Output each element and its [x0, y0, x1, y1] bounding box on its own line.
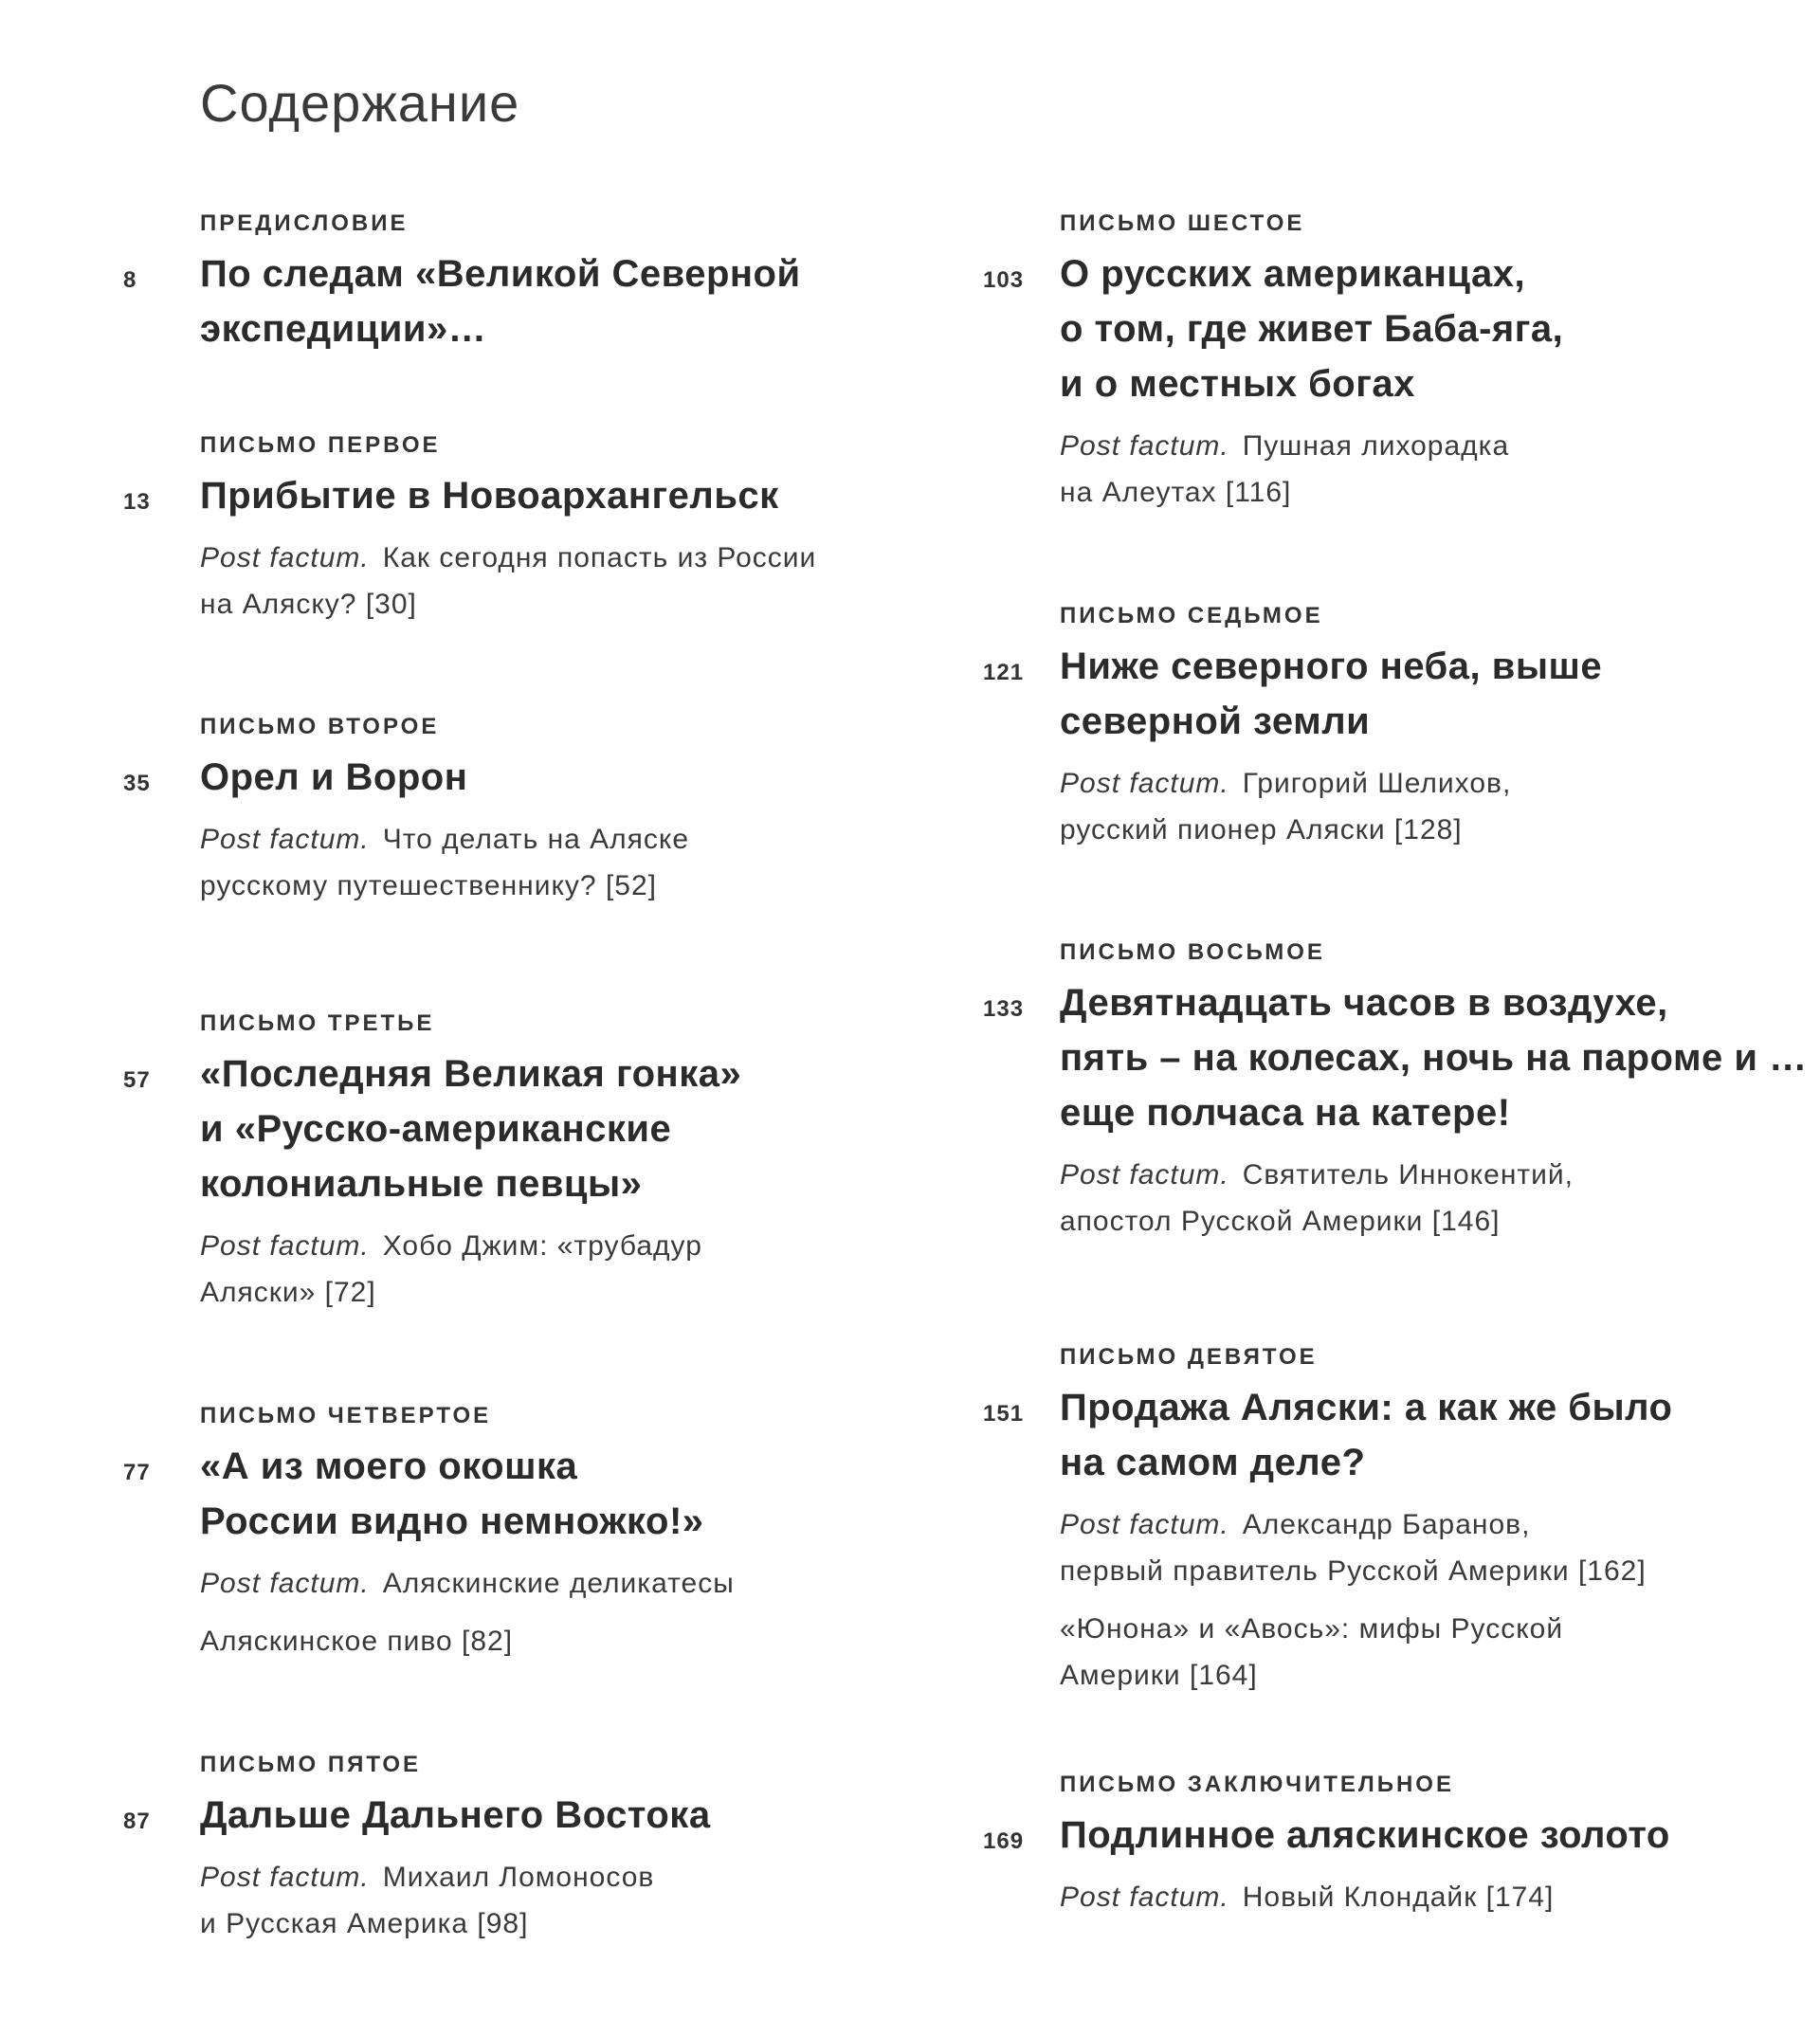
- post-factum-text: «Юнона» и «Авось»: мифы Русской: [1060, 1613, 1564, 1645]
- post-factum-line: [1060, 760, 1511, 807]
- post-factum-line: [1060, 469, 1291, 516]
- chapter-title: Продажа Аляски: а как же было на самом деле?: [1060, 1387, 1673, 1483]
- post-factum-label: Post factum.: [1060, 430, 1229, 462]
- post-factum-line: [1060, 1874, 1554, 1920]
- chapter-title: Ниже северного неба, выше северной земли: [1060, 645, 1603, 742]
- chapter-page-number: 121: [983, 660, 1025, 685]
- post-factum-text: Михаил Ломоносов: [382, 1862, 655, 1893]
- post-factum-line: [1060, 1198, 1501, 1245]
- post-factum-line: [200, 816, 689, 863]
- chapter-title: Дальше Дальнего Востока: [200, 1794, 711, 1836]
- post-factum-text: Америки [164]: [1060, 1660, 1258, 1691]
- post-factum-line: [200, 581, 417, 627]
- chapter-page-number: 13: [123, 489, 151, 515]
- post-factum-label: Post factum.: [1060, 1882, 1229, 1913]
- post-factum-text: Как сегодня попасть из России: [382, 542, 817, 573]
- post-factum-text: и Русская Америка [98]: [200, 1908, 529, 1939]
- chapter-label: ПИСЬМО СЕДЬМОЕ: [1060, 603, 1323, 628]
- post-factum-line: [1060, 1606, 1563, 1652]
- chapter-page-number: 57: [123, 1067, 151, 1093]
- post-factum-label: Post factum.: [200, 1230, 370, 1262]
- chapter-page-number: 133: [983, 996, 1025, 1022]
- post-factum-text: на Аляску? [30]: [200, 589, 417, 620]
- chapter-label: ПРЕДИСЛОВИЕ: [200, 210, 409, 236]
- chapter-label: ПИСЬМО ПЯТОЕ: [200, 1752, 422, 1777]
- post-factum-text: русскому путешественнику? [52]: [200, 870, 657, 901]
- post-factum-label: Post factum.: [1060, 1159, 1229, 1191]
- chapter-title: Орел и Ворон: [200, 756, 468, 798]
- post-factum-text: Аляскинское пиво [82]: [200, 1626, 514, 1657]
- chapter-label: ПИСЬМО ЗАКЛЮЧИТЕЛЬНОЕ: [1060, 1772, 1454, 1797]
- post-factum-text: Святитель Иннокентий,: [1242, 1159, 1574, 1191]
- post-factum-line: [200, 1223, 702, 1269]
- post-factum-text: первый правитель Русской Америки [162]: [1060, 1555, 1647, 1587]
- chapter-page-number: 87: [123, 1809, 151, 1834]
- post-factum-line: [200, 1618, 513, 1664]
- post-factum-text: Аляски» [72]: [200, 1277, 376, 1308]
- post-factum-line: [200, 1900, 528, 1947]
- post-factum-text: Александр Баранов,: [1242, 1509, 1531, 1540]
- post-factum-label: Post factum.: [200, 824, 370, 855]
- post-factum-text: Хобо Джим: «трубадур: [382, 1230, 702, 1262]
- chapter-page-number: 151: [983, 1401, 1025, 1427]
- post-factum-line: [1060, 423, 1509, 469]
- chapter-label: ПИСЬМО ПЕРВОЕ: [200, 432, 441, 458]
- chapter-page-number: 103: [983, 267, 1025, 293]
- page-title: Содержание: [200, 73, 520, 133]
- chapter-label: ПИСЬМО ВТОРОЕ: [200, 714, 440, 739]
- post-factum-text: Аляскинские деликатесы: [382, 1568, 735, 1599]
- chapter-page-number: 8: [123, 267, 137, 293]
- post-factum-text: Пушная лихорадка: [1242, 430, 1510, 462]
- post-factum-label: Post factum.: [1060, 1509, 1229, 1540]
- post-factum-text: Что делать на Аляске: [382, 824, 690, 855]
- chapter-title: Прибытие в Новоархангельск: [200, 475, 779, 517]
- post-factum-line: [200, 1269, 376, 1316]
- post-factum-text: русский пионер Аляски [128]: [1060, 814, 1463, 845]
- chapter-title: «А из моего окошка России видно немножко!»: [200, 1445, 704, 1542]
- chapter-page-number: 169: [983, 1828, 1025, 1854]
- chapter-title: Подлинное аляскинское золото: [1060, 1814, 1670, 1856]
- chapter-title: «Последняя Великая гонка» и «Русско-американские колониальные певцы»: [200, 1053, 742, 1205]
- post-factum-line: [1060, 1152, 1574, 1198]
- post-factum-label: Post factum.: [200, 542, 370, 573]
- chapter-title: По следам «Великой Северной экспедиции»…: [200, 253, 801, 350]
- post-factum-line: [200, 863, 657, 909]
- post-factum-line: [1060, 1501, 1530, 1548]
- post-factum-label: Post factum.: [1060, 768, 1229, 799]
- chapter-title: О русских американцах, о том, где живет Баба-яга, и о местных богах: [1060, 253, 1564, 405]
- chapter-label: ПИСЬМО ДЕВЯТОЕ: [1060, 1344, 1318, 1370]
- post-factum-line: [200, 1854, 654, 1900]
- chapter-label: ПИСЬМО ВОСЬМОЕ: [1060, 939, 1325, 965]
- post-factum-line: [1060, 807, 1463, 853]
- chapter-label: ПИСЬМО ШЕСТОЕ: [1060, 210, 1305, 236]
- post-factum-line: [1060, 1652, 1258, 1699]
- post-factum-text: апостол Русской Америки [146]: [1060, 1206, 1501, 1237]
- chapter-label: ПИСЬМО ЧЕТВЕРТОЕ: [200, 1403, 492, 1428]
- post-factum-text: Новый Клондайк [174]: [1242, 1882, 1555, 1913]
- post-factum-text: Григорий Шелихов,: [1242, 768, 1512, 799]
- chapter-title: Девятнадцать часов в воздухе, пять – на колесах, ночь на пароме и … еще полчаса на катере!: [1060, 982, 1808, 1134]
- post-factum-line: [1060, 1548, 1647, 1594]
- post-factum-label: Post factum.: [200, 1862, 370, 1893]
- chapter-label: ПИСЬМО ТРЕТЬЕ: [200, 1010, 435, 1036]
- chapter-page-number: 35: [123, 771, 151, 796]
- post-factum-line: [200, 1560, 735, 1607]
- post-factum-label: Post factum.: [200, 1568, 370, 1599]
- chapter-page-number: 77: [123, 1460, 151, 1485]
- post-factum-line: [200, 535, 816, 581]
- post-factum-text: на Алеутах [116]: [1060, 477, 1292, 508]
